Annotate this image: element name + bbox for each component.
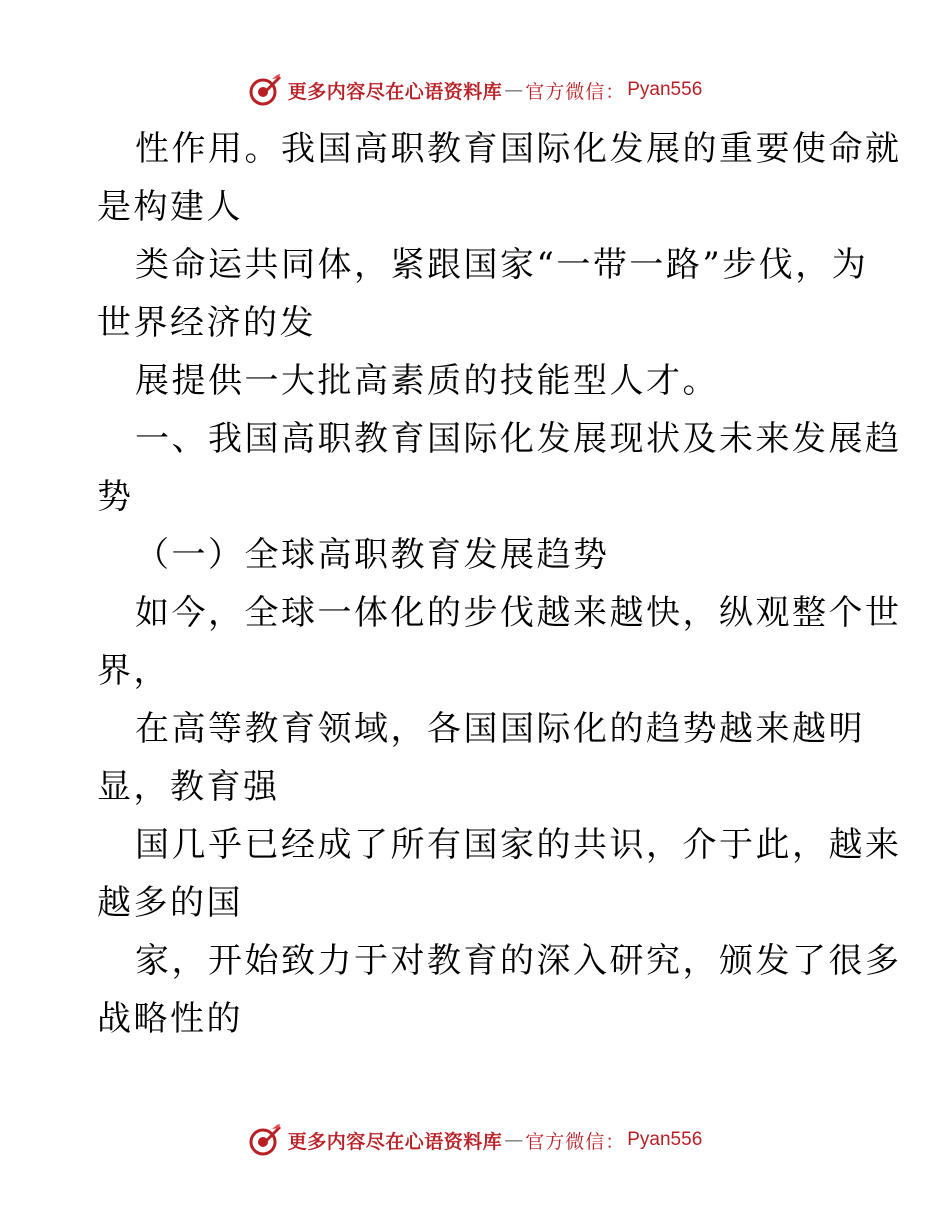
watermark-main-text: 更多内容尽在心语资料库 [287, 1130, 503, 1153]
text-line: 战略性的 [97, 999, 243, 1039]
text-line: 国几乎已经成了所有国家的共识，介于此，越来 [135, 825, 902, 865]
subsection-heading: （一）全球高职教育发展趋势 [135, 535, 610, 575]
watermark-wechat-id: Pyan556 [627, 79, 703, 100]
text-line: 显，教育强 [97, 767, 280, 807]
quill-logo-icon [248, 73, 282, 107]
watermark-wechat-label: 官方微信： [525, 1130, 626, 1153]
watermark-wechat-label: 官方微信： [525, 80, 626, 103]
quill-logo-icon [248, 1123, 282, 1157]
text-line: 如今，全球一体化的步伐越来越快，纵观整个世 [135, 593, 902, 633]
text-line: 世界经济的发 [97, 303, 316, 343]
text-line: 越多的国 [97, 883, 243, 923]
section-heading-continued: 势 [97, 477, 134, 517]
footer-watermark [0, 1120, 950, 1160]
watermark-main-text: 更多内容尽在心语资料库 [287, 80, 503, 103]
text-line: 性作用。我国高职教育国际化发展的重要使命就 [135, 129, 902, 169]
section-heading: 一、我国高职教育国际化发展现状及未来发展趋 [135, 419, 902, 459]
watermark-separator: — [504, 79, 524, 101]
header-watermark [0, 70, 950, 110]
document-body [97, 120, 902, 1048]
text-line: 家，开始致力于对教育的深入研究，颁发了很多 [135, 941, 902, 981]
watermark-wechat-id: Pyan556 [627, 1129, 703, 1150]
text-line: 展提供一大批高素质的技能型人才。 [135, 361, 719, 401]
text-line: 是构建人 [97, 187, 243, 227]
text-line: 类命运共同体，紧跟国家“一带一路”步伐，为 [135, 245, 869, 285]
text-line: 界， [97, 651, 170, 691]
text-line: 在高等教育领域，各国国际化的趋势越来越明 [135, 709, 865, 749]
watermark-separator: — [504, 1129, 524, 1151]
